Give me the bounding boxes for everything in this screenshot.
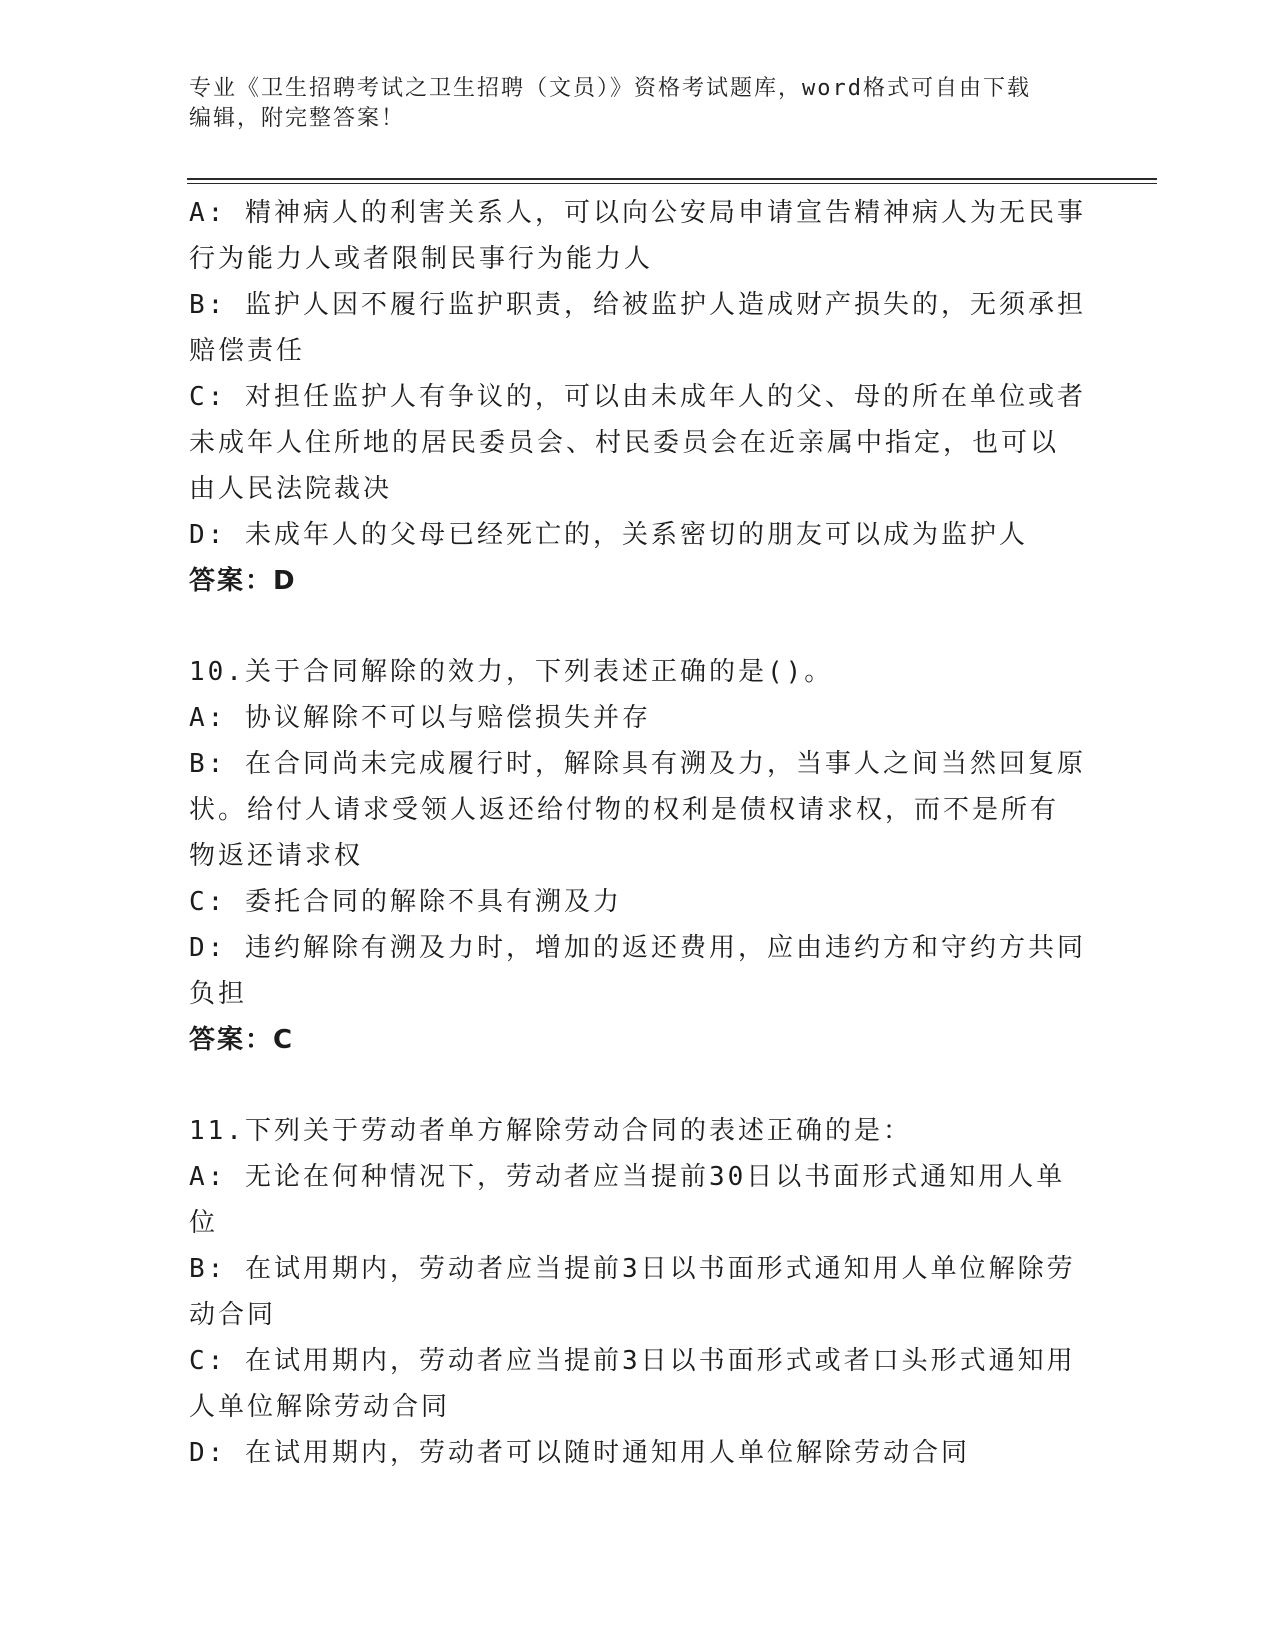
option-text-line: A: 精神病人的利害关系人，可以向公安局申请宣告精神病人为无民事 — [189, 198, 1086, 228]
document-header — [189, 74, 1089, 134]
option-text-line: D: 在试用期内，劳动者可以随时通知用人单位解除劳动合同 — [189, 1438, 970, 1468]
question-9-option-d — [189, 512, 1089, 558]
option-text-line: D: 违约解除有溯及力时，增加的返还费用，应由违约方和守约方共同 — [189, 933, 1086, 963]
question-9 — [189, 190, 1089, 604]
header-title-line-1: 专业《卫生招聘考试之卫生招聘（文员）》资格考试题库，word格式可自由下载 — [189, 76, 1031, 101]
option-text-line: 赔偿责任 — [189, 336, 306, 366]
question-11-option-a — [189, 1154, 1089, 1246]
option-text-line: C: 在试用期内，劳动者应当提前3日以书面形式或者口头形式通知用 — [189, 1346, 1076, 1376]
question-10 — [189, 649, 1089, 1063]
header-title-line-2: 编辑，附完整答案！ — [189, 106, 406, 131]
option-text-line: B: 在试用期内，劳动者应当提前3日以书面形式通知用人单位解除劳 — [189, 1254, 1076, 1284]
question-content — [189, 190, 1089, 1476]
option-text-line: 由人民法院裁决 — [189, 474, 393, 504]
question-10-option-d — [189, 925, 1089, 1017]
option-text-line: C: 对担任监护人有争议的，可以由未成年人的父、母的所在单位或者 — [189, 382, 1086, 412]
question-9-answer: 答案：D — [189, 566, 297, 596]
question-9-option-c — [189, 374, 1089, 512]
question-9-option-b — [189, 282, 1089, 374]
option-text-line: B: 监护人因不履行监护职责，给被监护人造成财产损失的，无须承担 — [189, 290, 1086, 320]
question-spacer — [189, 1063, 1089, 1108]
option-text-line: 人单位解除劳动合同 — [189, 1392, 451, 1422]
option-text-line: B: 在合同尚未完成履行时，解除具有溯及力，当事人之间当然回复原 — [189, 749, 1086, 779]
header-divider-thin — [187, 183, 1157, 184]
option-text-line: 状。给付人请求受领人返还给付物的权利是债权请求权，而不是所有 — [189, 795, 1060, 825]
question-11-option-c — [189, 1338, 1089, 1430]
option-text-line: 未成年人住所地的居民委员会、村民委员会在近亲属中指定，也可以 — [189, 428, 1060, 458]
question-10-option-c — [189, 879, 1089, 925]
option-text-line: C: 委托合同的解除不具有溯及力 — [189, 887, 622, 917]
option-text-line: 物返还请求权 — [189, 841, 364, 871]
option-text-line: A: 无论在何种情况下，劳动者应当提前30日以书面形式通知用人单 — [189, 1162, 1066, 1192]
question-10-option-a — [189, 695, 1089, 741]
header-divider-thick — [187, 178, 1157, 180]
question-10-answer: 答案：C — [189, 1025, 295, 1055]
question-10-stem: 10.关于合同解除的效力，下列表述正确的是()。 — [189, 657, 834, 687]
option-text-line: A: 协议解除不可以与赔偿损失并存 — [189, 703, 651, 733]
question-11-option-b — [189, 1246, 1089, 1338]
option-text-line: D: 未成年人的父母已经死亡的，关系密切的朋友可以成为监护人 — [189, 520, 1028, 550]
question-spacer — [189, 604, 1089, 649]
option-text-line: 负担 — [189, 979, 248, 1009]
question-11-option-d — [189, 1430, 1089, 1476]
option-text-line: 行为能力人或者限制民事行为能力人 — [189, 244, 654, 274]
question-11 — [189, 1108, 1089, 1476]
option-text-line: 位 — [189, 1208, 219, 1238]
question-10-option-b — [189, 741, 1089, 879]
option-text-line: 动合同 — [189, 1300, 277, 1330]
question-11-stem: 11.下列关于劳动者单方解除劳动合同的表述正确的是： — [189, 1116, 912, 1146]
question-9-option-a — [189, 190, 1089, 282]
